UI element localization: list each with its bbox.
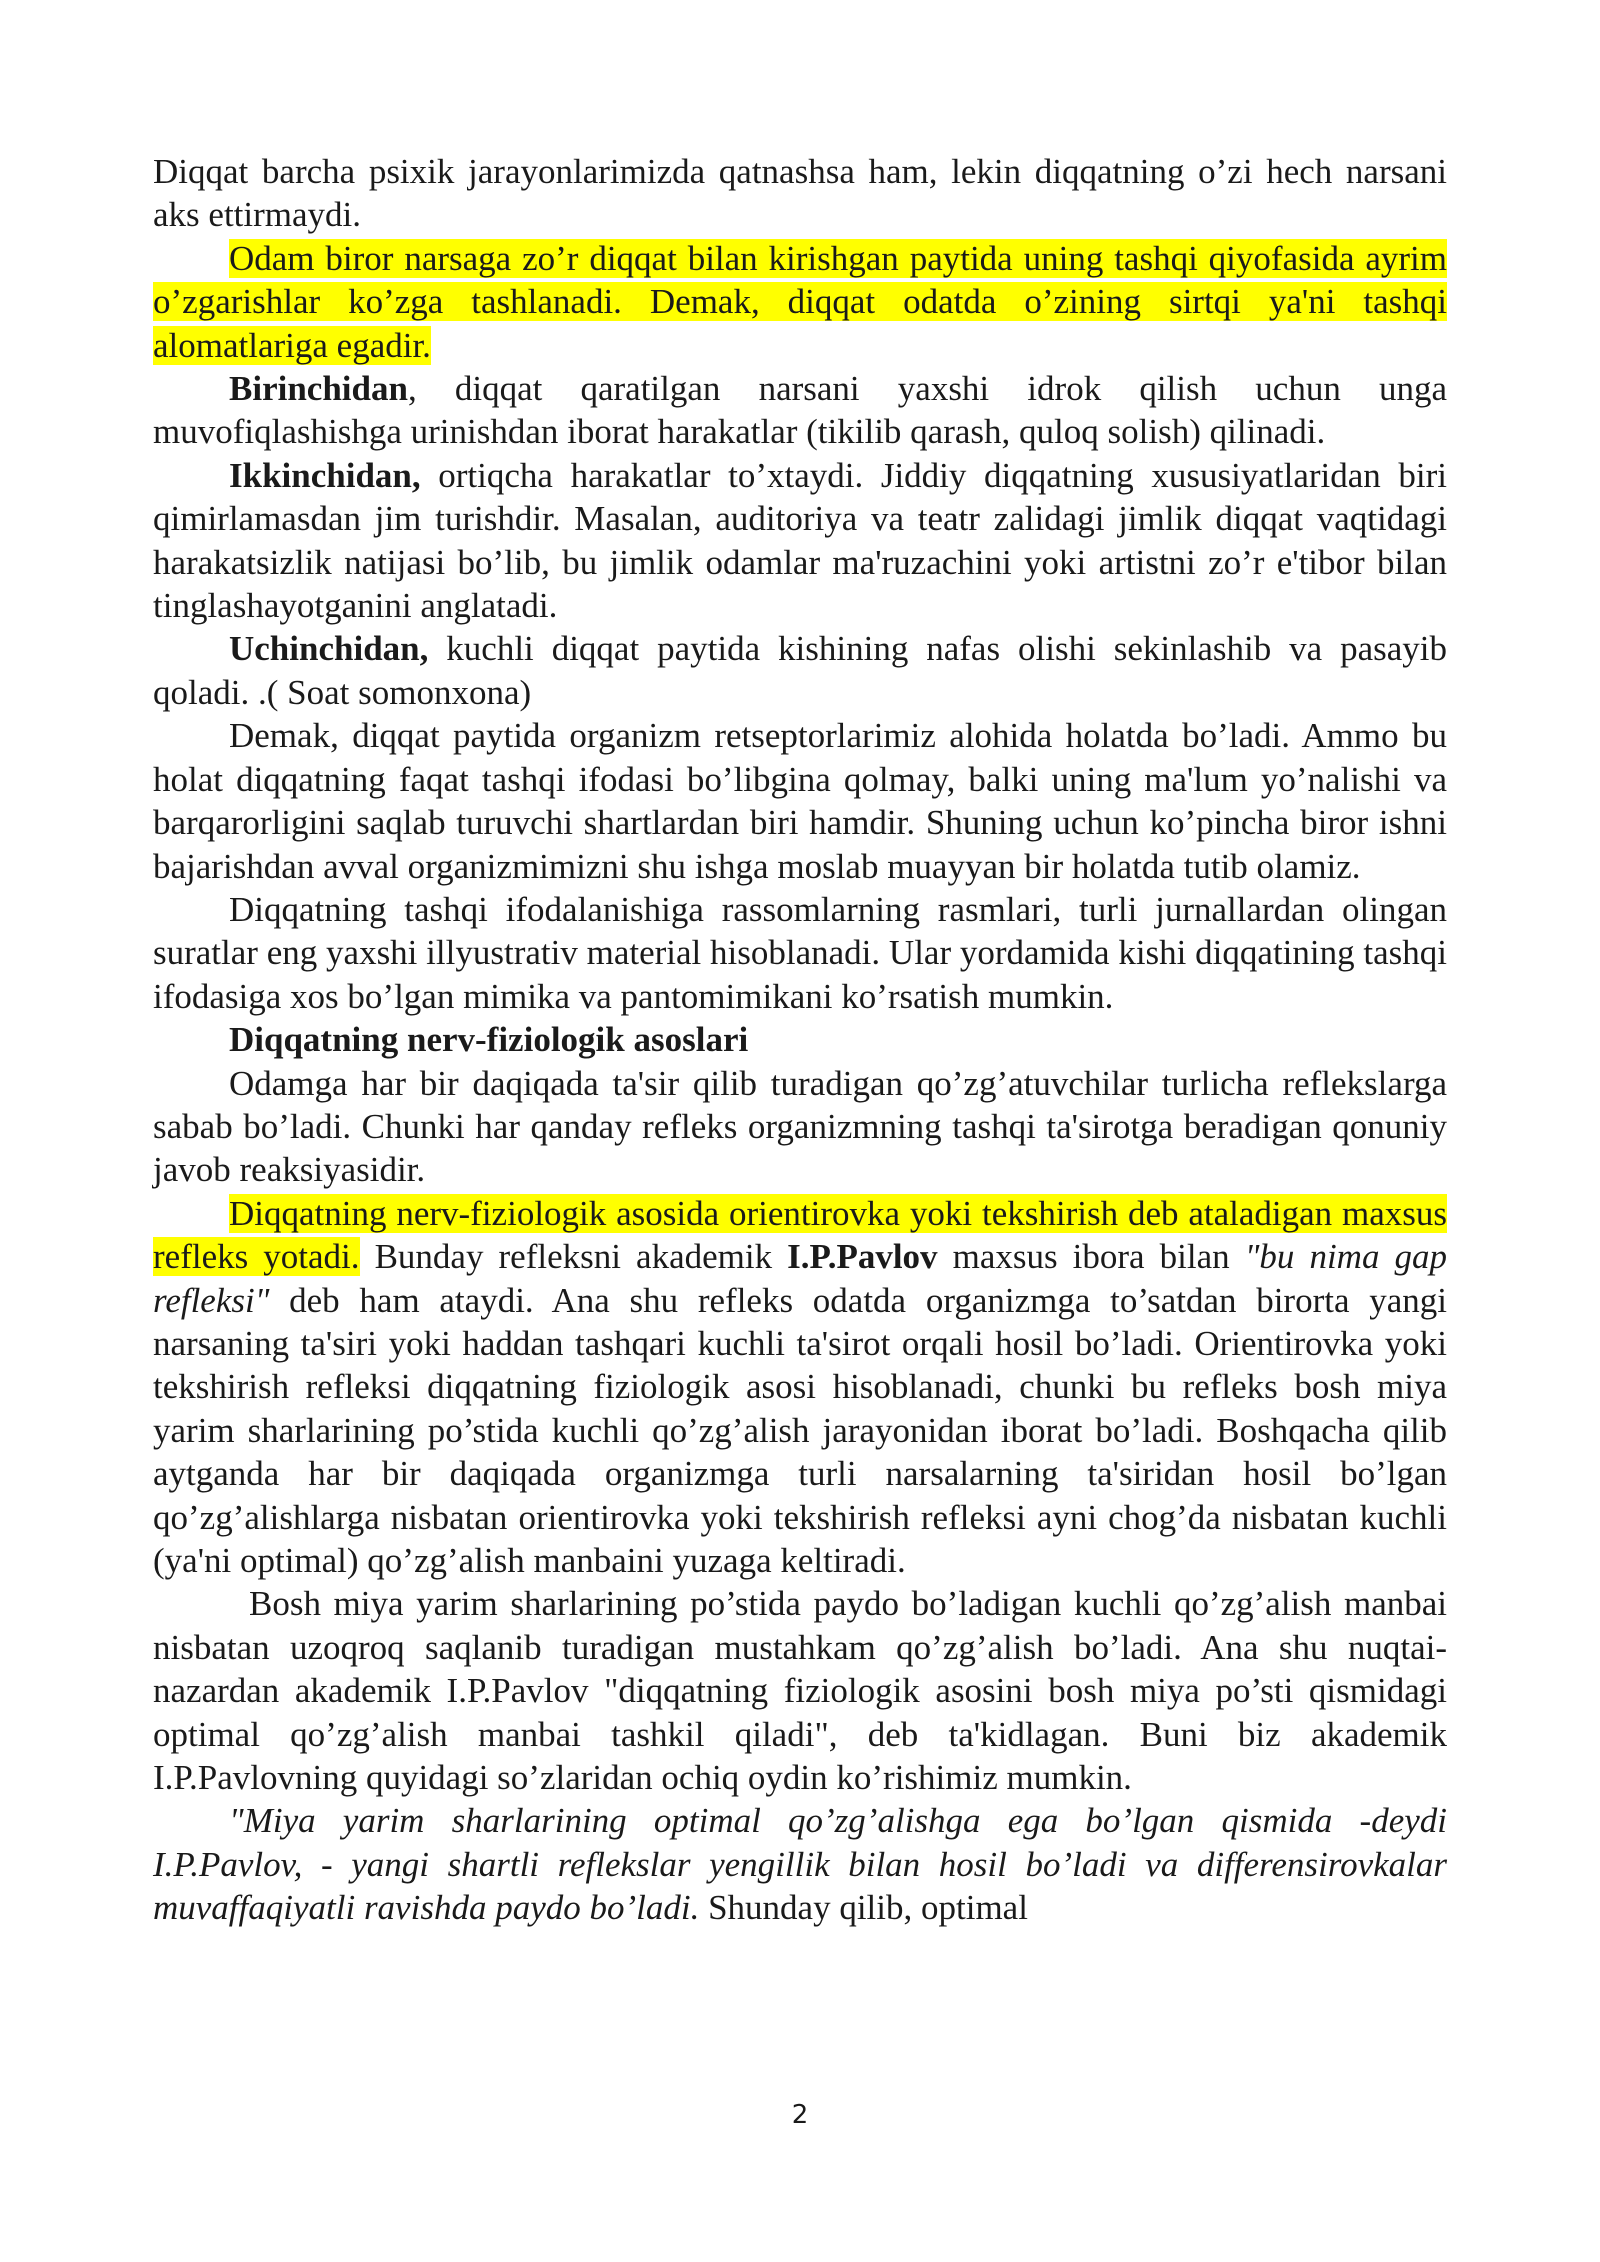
paragraph-6: [153, 714, 1447, 888]
highlighted-text: Odam biror narsaga zo’r diqqat bilan kirishgan paytida uning tashqi qiyofasida ayrim o’zgarishlar ko’zga tashlanadi. Demak, diqqat odatda o’zining sirtqi ya'ni tashqi alomatlariga egadir.: [153, 238, 1447, 365]
bold-term: Birinchidan: [229, 369, 408, 409]
paragraph-10-text-a: Bunday refleksni akademik: [359, 1237, 788, 1277]
page-body: [153, 150, 1447, 1930]
paragraph-10: [153, 1192, 1447, 1583]
paragraph-4: [153, 454, 1447, 628]
section-heading-text: Diqqatning nerv-fiziologik asoslari: [229, 1020, 749, 1060]
paragraph-7: [153, 888, 1447, 1018]
paragraph-10-text-b: maxsus ibora bilan: [937, 1237, 1245, 1277]
paragraph-10-text-c: deb ham ataydi. Ana shu refleks odatda organizmga to’satdan birorta yangi narsaning ta'siri yoki haddan tashqari kuchli ta'sirot orqali hosil bo’ladi. Orientirovka yoki tekshirish refleksi diqqatning fiziologik asosi hisoblanadi, chunki bu refleks bosh miya yarim sharlarining po’stida kuchli qo’zg’alish jarayonidan iborat bo’ladi. Boshqacha qilib aytganda har bir daqiqada organizmga turli narsalarning ta'siridan hosil bo’lgan qo’zg’alishlarga nisbatan orientirovka yoki tekshirish refleksi ayni chog’da nisbatan kuchli (ya'ni optimal) qo’zg’alish manbaini yuzaga keltiradi.: [153, 1280, 1447, 1580]
paragraph-3: [153, 367, 1447, 454]
bold-name: I.P.Pavlov: [787, 1237, 938, 1277]
bold-term: Uchinchidan,: [229, 629, 429, 669]
paragraph-12-text: Shunday qilib, optimal: [699, 1888, 1028, 1928]
page-number: 2: [791, 2100, 809, 2130]
paragraph-5: [153, 627, 1447, 714]
paragraph-12: [153, 1799, 1447, 1929]
paragraph-2: [153, 237, 1447, 367]
paragraph-9-text: Odamga har bir daqiqada ta'sir qilib turadigan qo’zg’atuvchilar turlicha reflekslarga sabab bo’ladi. Chunki har qanday refleks organizmning tashqi ta'sirotga beradigan qonuniy javob reaksiyasidir.: [153, 1063, 1447, 1190]
paragraph-11: [153, 1582, 1447, 1799]
paragraph-1: [153, 150, 1447, 237]
paragraph-5-text: kuchli diqqat paytida kishining nafas olishi sekinlashib va pasayib qoladi. .( Soat somonxona): [153, 629, 1447, 712]
paragraph-3-text: , diqqat qaratilgan narsani yaxshi idrok qilish uchun unga muvofiqlashishga urinishdan iborat harakatlar (tikilib qarash, quloq solish) qilinadi.: [153, 369, 1447, 452]
paragraph-11-text: Bosh miya yarim sharlarining po’stida paydo bo’ladigan kuchli qo’zg’alish manbai nisbatan uzoqroq saqlanib turadigan mustahkam qo’zg’alish bo’ladi. Ana shu nuqtai- nazardan akademik I.P.Pavlov "diqqatning fiziologik asosini bosh miya po’sti qismidagi optimal qo’zg’alish manbai tashkil qiladi", deb ta'kidlagan. Buni biz akademik I.P.Pavlovning quyidagi so’zlaridan ochiq oydin ko’rishimiz mumkin.: [153, 1584, 1447, 1798]
paragraph-6-text: Demak, diqqat paytida organizm retseptorlarimiz alohida holatda bo’ladi. Ammo bu holat diqqatning faqat tashqi ifodasi bo’libgina qolmay, balki uning ma'lum yo’nalishi va barqarorligini saqlab turuvchi shartlardan biri hamdir. Shuning uchun ko’pincha biror ishni bajarishdan avval organizmimizni shu ishga moslab muayyan bir holatda tutib olamiz.: [153, 716, 1447, 886]
bold-term: Ikkinchidan,: [229, 455, 421, 495]
paragraph-4-text: ortiqcha harakatlar to’xtaydi. Jiddiy diqqatning xususiyatlaridan biri qimirlamasdan jim turishdir. Masalan, auditoriya va teatr zalidagi jimlik diqqat vaqtidagi harakatsizlik natijasi bo’lib, bu jimlik odamlar ma'ruzachini yoki artistni zo’r e'tibor bilan tinglashayotganini anglatadi.: [153, 455, 1447, 626]
paragraph-1-text: Diqqat barcha psixik jarayonlarimizda qatnashsa ham, lekin diqqatning o’zi hech narsani aks ettirmaydi.: [153, 152, 1447, 235]
paragraph-9: [153, 1062, 1447, 1192]
highlighted-text: Diqqatning nerv-fiziologik asosida orientirovka yoki tekshirish deb ataladigan maxsus refleks yotadi.: [153, 1193, 1447, 1277]
section-heading: [153, 1018, 1447, 1061]
italic-quote: "Miya yarim sharlarining optimal qo’zg’alishga ega bo’lgan qismida -deydi I.P.Pavlov, - yangi shartli reflekslar yengillik bilan hosil bo’ladi va differensirovkalar muvaffaqiyatli ravishda paydo bo’ladi.: [153, 1801, 1447, 1928]
italic-quote: "bu nima gap refleksi": [153, 1237, 1448, 1320]
paragraph-7-text: Diqqatning tashqi ifodalanishiga rassomlarning rasmlari, turli jurnallardan olingan suratlar eng yaxshi illyustrativ material hisoblanadi. Ular yordamida kishi diqqatining tashqi ifodasiga xos bo’lgan mimika va pantomimikani ko’rsatish mumkin.: [153, 889, 1447, 1016]
